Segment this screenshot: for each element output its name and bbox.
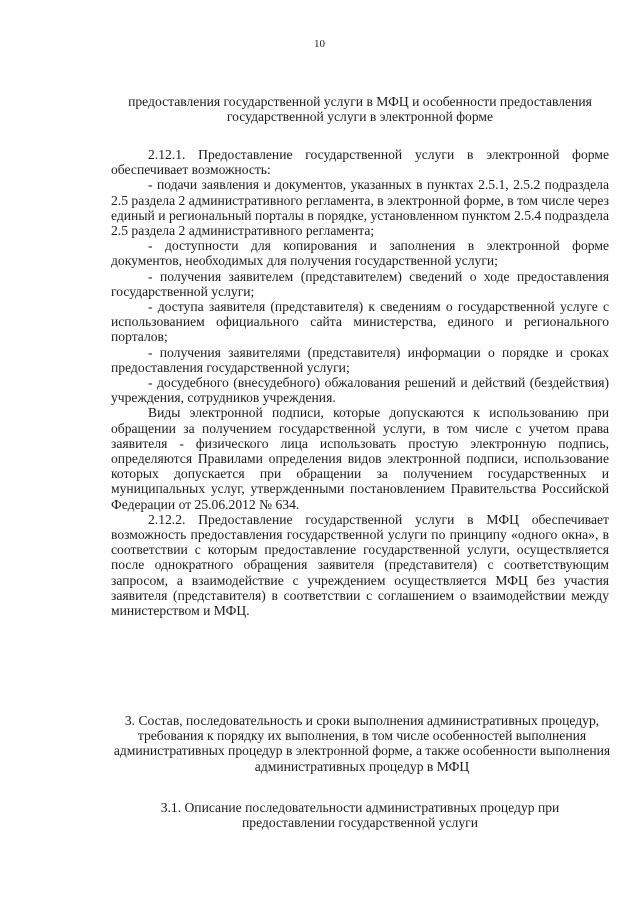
section-heading: 3. Состав, последовательность и сроки выполнения административных процедур, требования к порядку их выполнения, в том числе особенностей выполнения административных процедур в электронной форме, а также особенности выполнения административных процедур в МФЦ (113, 713, 611, 774)
list-item-access: - доступа заявителя (представителя) к сведениям о государственной услуге с использованием официального сайта министерства, единого и регионального порталов; (111, 299, 609, 345)
top-heading: предоставления государственной услуги в МФЦ и особенности предоставления государственной услуги в электронной форме (128, 94, 592, 125)
paragraph-2-12-1: 2.12.1. Предоставление государственной услуги в электронной форме обеспечивает возможность: (111, 147, 609, 178)
list-item-appeal: - досудебного (внесудебного) обжалования решений и действий (бездействия) учреждения, сотрудников учреждения. (111, 375, 609, 406)
subsection-heading: 3.1. Описание последовательности административных процедур при предоставлении государственной услуги (160, 800, 560, 831)
paragraph-electronic-signature: Виды электронной подписи, которые допускаются к использованию при обращении за получением государственной услуги, в том числе с учетом права заявителя - физического лица использовать простую электронную подпись, определяются Правилами определения видов электронной подписи, использование которых допускается при обращении за получением государственных и муниципальных услуг, утвержденными постановлением Правительства Российской Федерации от 25.06.2012 № 634. (111, 405, 609, 512)
page-number: 10 (314, 38, 325, 50)
paragraph-2-12-2: 2.12.2. Предоставление государственной услуги в МФЦ обеспечивает возможность предоставления государственной услуги по принципу «одного окна», в соответствии с которым предоставление государственной услуги, осуществляется после однократного обращения заявителя (представителя) с соответствующим запросом, а взаимодействие с учреждением осуществляется МФЦ без участия заявителя (представителя) в соответствии с соглашением о взаимодействии между министерством и МФЦ. (111, 511, 609, 619)
list-item-submission: - подачи заявления и документов, указанных в пунктах 2.5.1, 2.5.2 подраздела 2.5 раздела 2 административного регламента, в электронной форме, в том числе через единый и региональный порталы в порядке, установленном пунктом 2.5.4 подраздела 2.5 раздела 2 административного регламента; (111, 177, 609, 239)
body-text (111, 147, 609, 618)
list-item-information: - получения заявителями (представителя) информации о порядке и сроках предоставления государственной услуги; (111, 344, 609, 375)
list-item-copying: - доступности для копирования и заполнения в электронной форме документов, необходимых для получения государственной услуги; (111, 238, 609, 269)
list-item-status: - получения заявителем (представителем) сведений о ходе предоставления государственной услуги; (111, 268, 609, 299)
